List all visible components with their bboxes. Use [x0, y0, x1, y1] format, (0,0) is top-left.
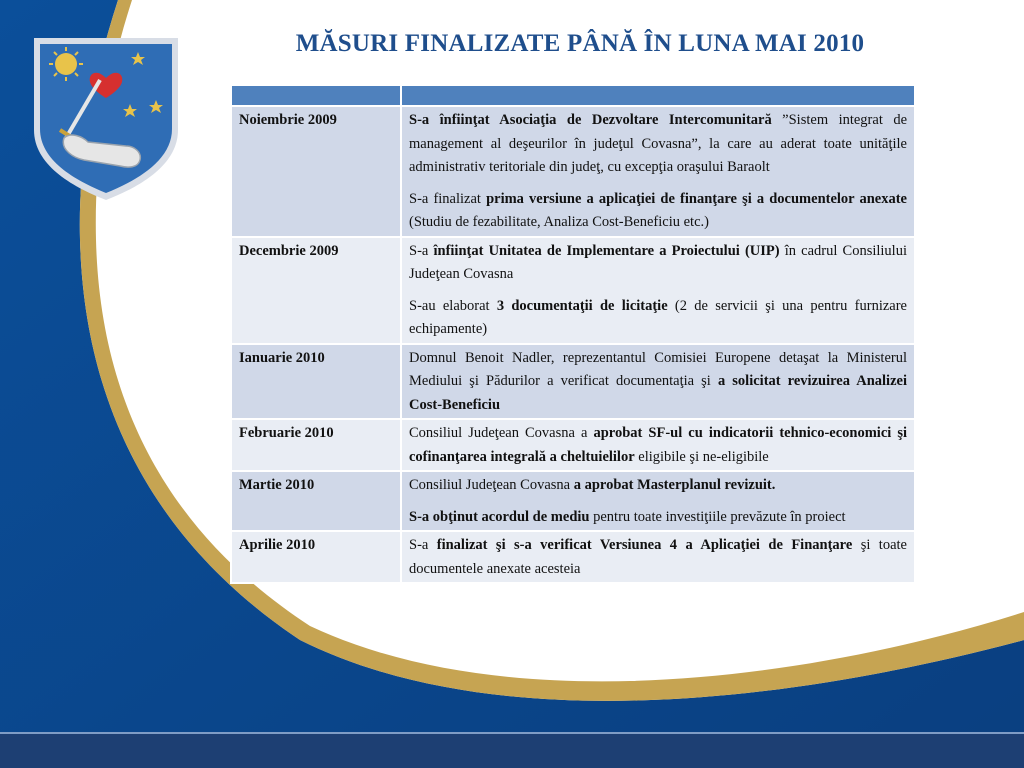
period-cell: Martie 2010	[231, 471, 401, 531]
text: S-a	[409, 537, 437, 553]
bold-text: aprobat SF-ul cu indicatorii tehnico-economici şi cofinanţarea integrală a cheltuielilor	[409, 425, 908, 465]
description-cell	[401, 471, 915, 531]
bold-text: 3 documentaţii de licitaţie	[496, 297, 668, 314]
bold-text: S-a înfiinţat Asociaţia de Dezvoltare Intercomunitară	[409, 112, 772, 128]
table-header-cell	[231, 85, 401, 106]
text: şi toate documentele anexate acesteia	[409, 537, 907, 577]
description-cell	[401, 344, 915, 420]
coat-of-arms-icon	[30, 34, 182, 202]
bold-text: finalizat şi s-a verificat Versiunea 4 a Aplicaţiei de Finanţare	[436, 537, 853, 553]
measures-table	[230, 84, 916, 584]
table-header-row	[231, 85, 915, 106]
table-row	[231, 471, 915, 531]
table-row	[231, 237, 915, 344]
text: Domnul Benoit Nadler, reprezentantul Comisiei Europene detaşat la Ministerul Mediului şi Pădurilor a verificat documentaţia şi	[409, 349, 907, 389]
table-header-cell	[401, 85, 915, 106]
description-paragraph	[409, 506, 907, 530]
table-row	[231, 106, 915, 237]
table-row	[231, 419, 915, 471]
table-row	[231, 344, 915, 420]
description-paragraph	[409, 188, 907, 235]
period-cell: Ianuarie 2010	[231, 344, 401, 420]
description-paragraph	[409, 347, 907, 418]
text: ”Sistem integrat de management al deşeurilor în judeţul Covasna”, la care au aderat toate unităţile administrativ teritoriale din judeţ, cu excepţia oraşului Baraolt	[409, 112, 908, 175]
text: (Studiu de fezabilitate, Analiza Cost-Beneficiu etc.)	[409, 214, 709, 230]
footer-band	[0, 734, 1024, 768]
description-cell	[401, 106, 915, 237]
period-cell: Februarie 2010	[231, 419, 401, 471]
text: S-a	[409, 242, 434, 259]
bold-text: a solicitat revizuirea Analizei Cost-Beneficiu	[409, 373, 907, 413]
description-paragraph	[409, 534, 907, 581]
bold-text: prima versiune a aplicaţiei de finanţare şi a documentelor anexate	[486, 190, 907, 207]
description-cell	[401, 237, 915, 344]
text: în cadrul Consiliului Judeţean Covasna	[409, 242, 907, 282]
text: S-au elaborat	[409, 297, 497, 314]
description-cell	[401, 531, 915, 583]
period-cell: Decembrie 2009	[231, 237, 401, 344]
description-paragraph	[409, 422, 907, 469]
period-cell: Noiembrie 2009	[231, 106, 401, 237]
text: Consiliul Judeţean Covasna a	[409, 425, 594, 441]
bold-text: S-a obţinut acordul de mediu	[409, 508, 590, 525]
period-cell: Aprilie 2010	[231, 531, 401, 583]
bold-text: înfiinţat Unitatea de Implementare a Proiectului (UIP)	[433, 242, 780, 259]
page-title: MĂSURI FINALIZATE PÂNĂ ÎN LUNA MAI 2010	[295, 30, 865, 57]
text: Consiliul Judeţean Covasna	[409, 477, 574, 493]
description-paragraph	[409, 295, 907, 342]
bold-text: a aprobat Masterplanul revizuit.	[573, 477, 776, 493]
description-paragraph	[409, 109, 907, 180]
text: pentru toate investiţiile prevăzute în proiect	[589, 508, 846, 525]
text: (2 de servicii şi una pentru furnizare echipamente)	[409, 297, 907, 337]
description-paragraph	[409, 240, 907, 287]
table-row	[231, 531, 915, 583]
text: S-a finalizat	[409, 190, 487, 207]
description-cell	[401, 419, 915, 471]
description-paragraph	[409, 474, 907, 498]
footer-line	[0, 732, 1024, 734]
text: eligibile şi ne-eligibile	[634, 448, 769, 465]
